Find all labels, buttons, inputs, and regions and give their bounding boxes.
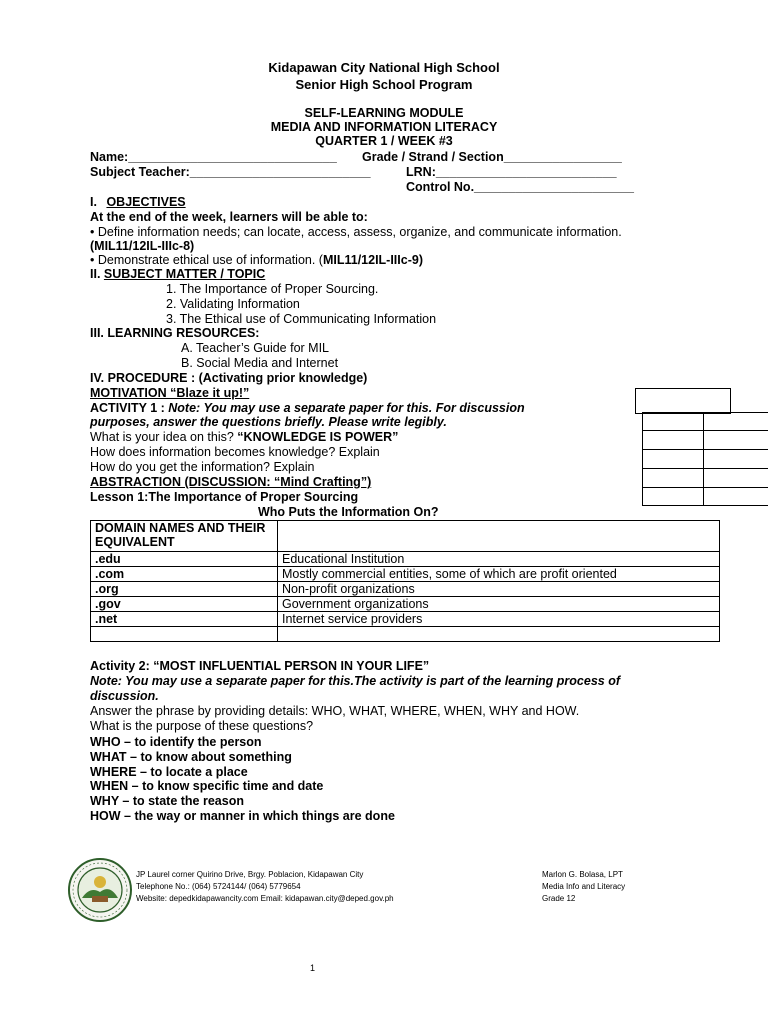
empty-cell xyxy=(91,627,278,642)
activity2-question: What is the purpose of these questions? xyxy=(90,719,314,733)
objective-code-1: (MIL11/12IL-IIIc-8) xyxy=(90,239,195,253)
objectives-intro: At the end of the week, learners will be able to: xyxy=(90,210,368,224)
resource-item: B. Social Media and Internet xyxy=(181,356,339,370)
activity1-note-cont: purposes, answer the questions briefly. Please write legibly. xyxy=(90,415,447,429)
wh-item: WHAT – to know about something xyxy=(90,750,292,764)
subject-matter-heading xyxy=(90,267,265,281)
footer-contact: Website: depedkidapawancity.com Email: kidapawan.city@deped.gov.ph xyxy=(136,894,394,903)
program-name: Senior High School Program xyxy=(295,77,473,92)
table-row xyxy=(91,597,720,612)
wh-item: WHERE – to locate a place xyxy=(90,765,248,779)
grid-line xyxy=(643,449,768,450)
domain-cell: .com xyxy=(91,567,278,582)
domain-cell: .edu xyxy=(91,552,278,567)
question-3: How do you get the information? Explain xyxy=(90,460,315,474)
motivation-heading: MOTIVATION “Blaze it up!” xyxy=(90,386,250,400)
activity2-note-cont: discussion. xyxy=(90,689,159,703)
wh-item: HOW – the way or manner in which things are done xyxy=(90,809,395,823)
footer-course: Media Info and Literacy xyxy=(542,882,626,891)
lrn-field[interactable]: LRN:__________________________ xyxy=(406,165,617,179)
empty-cell xyxy=(278,627,720,642)
topic-item: 2. Validating Information xyxy=(166,297,300,311)
objective-item-2 xyxy=(90,253,423,267)
quarter-week: QUARTER 1 / WEEK #3 xyxy=(315,134,453,148)
meaning-cell: Educational Institution xyxy=(278,552,720,567)
table-header-empty xyxy=(278,521,720,552)
domain-cell: .net xyxy=(91,612,278,627)
table-row xyxy=(91,567,720,582)
deped-seal-logo xyxy=(68,858,132,922)
domain-table xyxy=(90,520,720,642)
subject-matter-number: II. xyxy=(90,267,101,281)
table-row-empty xyxy=(91,627,720,642)
objectives-number: I. xyxy=(90,195,97,209)
page-number: 1 xyxy=(310,963,316,973)
topic-item: 3. The Ethical use of Communicating Information xyxy=(166,312,437,326)
meaning-cell: Government organizations xyxy=(278,597,720,612)
objective-code-2: MIL11/12IL-IIIc-9) xyxy=(322,253,423,267)
question-1-quote: “KNOWLEDGE IS POWER” xyxy=(237,430,399,444)
topic-item: 1. The Importance of Proper Sourcing. xyxy=(166,282,379,296)
lesson1-title: Lesson 1:The Importance of Proper Sourcing xyxy=(90,490,359,504)
subject-title: MEDIA AND INFORMATION LITERACY xyxy=(270,120,498,134)
answer-box-top xyxy=(635,388,731,414)
table-row xyxy=(91,552,720,567)
question-2: How does information becomes knowledge? Explain xyxy=(90,445,380,459)
question-1-text: What is your idea on this? xyxy=(90,430,238,444)
grid-divider xyxy=(703,413,704,505)
school-name: Kidapawan City National High School xyxy=(268,60,500,75)
resource-item: A. Teacher’s Guide for MIL xyxy=(181,341,329,355)
resources-heading: III. LEARNING RESOURCES: xyxy=(90,326,260,340)
meaning-cell: Mostly commercial entities, some of which are profit oriented xyxy=(278,567,720,582)
footer-phone: Telephone No.: (064) 5724144/ (064) 5779654 xyxy=(136,882,301,891)
answer-grid[interactable] xyxy=(642,412,768,506)
name-field[interactable]: Name:______________________________ xyxy=(90,150,337,164)
grid-line xyxy=(643,487,768,488)
activity1-line1 xyxy=(90,401,525,415)
objective-item-2-text: • Demonstrate ethical use of information. ( xyxy=(90,253,323,267)
table-header-row xyxy=(91,521,720,552)
table-row xyxy=(91,582,720,597)
activity1-label: ACTIVITY 1 : xyxy=(90,401,169,415)
objective-item-1: • Define information needs; can locate, access, assess, organize, and communicate information. xyxy=(90,225,622,239)
activity1-note: Note: You may use a separate paper for this. For discussion xyxy=(168,401,525,415)
footer-address: JP Laurel corner Quirino Drive, Brgy. Poblacion, Kidapawan City xyxy=(136,870,364,879)
domain-cell: .org xyxy=(91,582,278,597)
activity2-instruction: Answer the phrase by providing details: WHO, WHAT, WHERE, WHEN, WHY and HOW. xyxy=(90,704,580,718)
activity2-title: Activity 2: “MOST INFLUENTIAL PERSON IN YOUR LIFE” xyxy=(90,659,430,673)
grade-field[interactable]: Grade / Strand / Section_________________ xyxy=(362,150,622,164)
procedure-heading: IV. PROCEDURE : (Activating prior knowledge) xyxy=(90,371,368,385)
table-header-cell: DOMAIN NAMES AND THEIR EQUIVALENT xyxy=(91,521,278,552)
meaning-cell: Non-profit organizations xyxy=(278,582,720,597)
wh-item: WHO – to identify the person xyxy=(90,735,262,749)
footer-author: Marlon G. Bolasa, LPT xyxy=(542,870,623,879)
table-title: Who Puts the Information On? xyxy=(258,505,439,519)
abstraction-heading: ABSTRACTION (DISCUSSION: “Mind Crafting”) xyxy=(90,475,372,489)
objectives-heading xyxy=(90,195,186,209)
domain-cell: .gov xyxy=(91,597,278,612)
wh-item: WHY – to state the reason xyxy=(90,794,244,808)
question-1 xyxy=(90,430,398,444)
footer-grade: Grade 12 xyxy=(542,894,576,903)
grid-line xyxy=(643,430,768,431)
table-row xyxy=(91,612,720,627)
control-no-field[interactable]: Control No._______________________ xyxy=(406,180,634,194)
subject-matter-label: SUBJECT MATTER / TOPIC xyxy=(103,267,266,281)
meaning-cell: Internet service providers xyxy=(278,612,720,627)
teacher-field[interactable]: Subject Teacher:__________________________ xyxy=(90,165,371,179)
activity2-note: Note: You may use a separate paper for this.The activity is part of the learning process of xyxy=(90,674,621,688)
objectives-label: OBJECTIVES xyxy=(106,195,186,209)
module-title: SELF-LEARNING MODULE xyxy=(304,106,464,120)
grid-line xyxy=(643,468,768,469)
wh-item: WHEN – to know specific time and date xyxy=(90,779,324,793)
